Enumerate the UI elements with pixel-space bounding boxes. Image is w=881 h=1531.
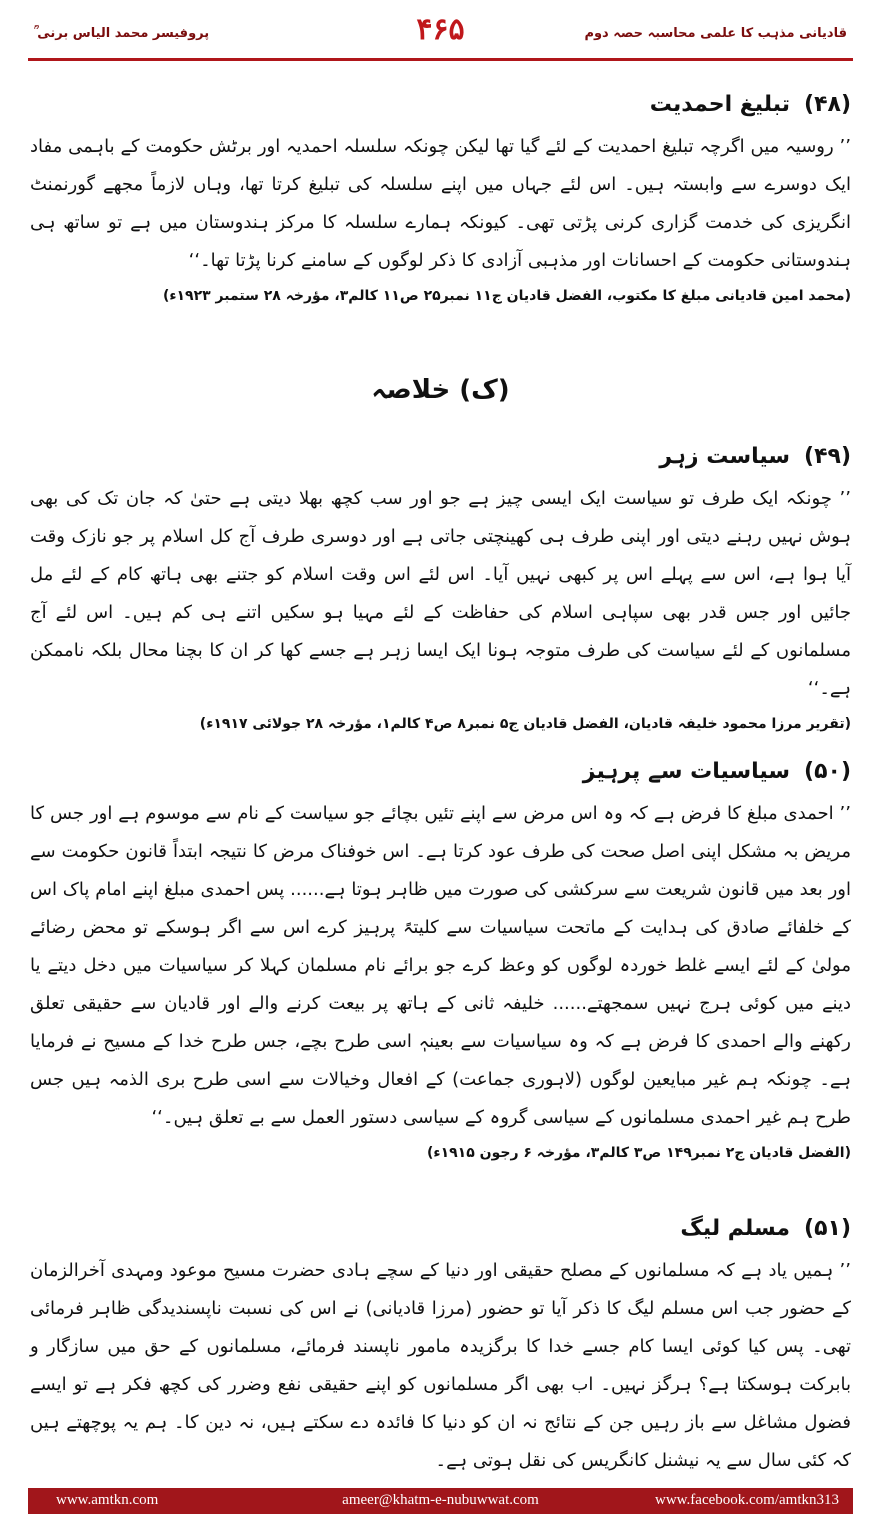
header-divider — [28, 58, 853, 61]
section-number: (۵۱) — [804, 1216, 851, 1241]
facebook-link[interactable]: www.facebook.com/amtkn313 — [655, 1492, 839, 1508]
page-footer — [28, 1488, 853, 1514]
section-body: ’’ ہمیں یاد ہے کہ مسلمانوں کے مصلح حقیقی اور دنیا کے سچے ہادی حضرت مسیح موعود ومہدی آخرالزمان کے حضور جب اس مسلم لیگ کا ذکر آیا تو حضور (مرزا قادیانی) نے اس کی نسبت ناپسندیدگی ظاہر فرمائی تھی۔ پس کیا کوئی ایسا کام جسے خدا کا برگزیدہ مامور ناپسند فرمائے، مسلمانوں کے حق میں سازگار و بابرکت ہوسکتا ہے؟ ہرگز نہیں۔ اب بھی اگر مسلمانوں کو اپنے حقیقی نفع وضرر کی کچھ فکر ہے تو ایسے فضول مشاغل سے باز رہیں جن کے نتائج نہ ان کو دنیا کا فائدہ دے سکتے ہیں، نہ دین کا۔ ہم یہ پوچھتے ہیں کہ کئی سال سے یہ نیشنل کانگریس کی نقل ہوتی ہے۔ — [30, 1260, 851, 1471]
section-body: ’’ چونکہ ایک طرف تو سیاست ایک ایسی چیز ہے جو اور سب کچھ بھلا دیتی ہے حتیٰ کہ جان تک کی بھی ہوش نہیں رہنے دیتی اور اپنی طرف ہی کھینچتی جاتی ہے اور دوسری طرف آج کل اسلام پر جو نازک وقت آیا ہوا ہے، اس سے پہلے اس پر کبھی نہیں آیا۔ اس لئے اس وقت اسلام کو جتنے بھی ہاتھ کام کے لئے مل جائیں اور جس قدر بھی سپاہی اسلام کی حفاظت کے لئے مہیا ہو سکیں اتنے ہی کم ہیں۔ اس لئے آج مسلمانوں کے لئے سیاست کی طرف متوجہ ہونا ایک ایسا زہر ہے جسے کھا کر ان کا بچنا محال بلکہ ناممکن ہے۔‘‘ — [30, 488, 851, 699]
section-body: ’’ روسیہ میں اگرچہ تبلیغ احمدیت کے لئے گیا تھا لیکن چونکہ سلسلہ احمدیہ اور برٹش حکومت کے باہمی مفاد ایک دوسرے سے وابستہ ہیں۔ اس لئے جہاں میں اپنے سلسلہ کی تبلیغ کرتا تھا، وہاں لازماً مجھے گورنمنٹ انگریزی کی خدمت گزاری کرنی پڑتی تھی۔ کیونکہ ہمارے سلسلہ کا مرکز ہندوستان میں ہے تو ساتھ ہی ہندوستانی حکومت کے احسانات اور مذہبی آزادی کا ذکر لوگوں کے سامنے کرنا پڑتا تھا۔‘‘ — [30, 136, 851, 271]
section-number: (۴۹) — [804, 444, 851, 469]
section-reference: (محمد امین قادیانی مبلغ کا مکتوب، الفضل قادیان ج۱۱ نمبر۲۵ ص۱۱ کالم۳، مؤرخہ ۲۸ ستمبر ۱۹۲۳ء) — [162, 288, 851, 304]
author-name: پروفیسر محمد الیاس برنی ؒ — [34, 26, 210, 41]
section-heading — [30, 440, 851, 474]
section-title: مسلم لیگ — [680, 1216, 791, 1241]
section-title: سیاسیات سے پرہیز — [582, 759, 791, 784]
section-reference: (الفضل قادیان ج۲ نمبر۱۴۹ ص۳ کالم۳، مؤرخہ ۶ رجون ۱۹۱۵ء) — [427, 1145, 851, 1161]
summary-heading: (ک) خلاصہ — [371, 375, 510, 405]
section-50 — [30, 755, 851, 1165]
section-48 — [30, 88, 851, 308]
page-header — [34, 14, 847, 54]
section-heading — [30, 88, 851, 122]
section-heading — [30, 755, 851, 789]
section-number: (۵۰) — [804, 759, 851, 784]
page-number: ۴۶۵ — [416, 12, 465, 47]
section-49 — [30, 440, 851, 736]
section-title: تبلیغ احمدیت — [649, 92, 791, 117]
section-51 — [30, 1212, 851, 1480]
website-link[interactable]: www.amtkn.com — [56, 1492, 159, 1508]
email-link[interactable]: ameer@khatm-e-nubuwwat.com — [342, 1492, 539, 1508]
section-number: (۴۸) — [804, 92, 851, 117]
book-title: قادیانی مذہب کا علمی محاسبہ حصہ دوم — [584, 26, 847, 41]
section-heading — [30, 1212, 851, 1246]
section-title: سیاست زہر — [659, 444, 791, 469]
section-reference: (تقریر مرزا محمود خلیفہ قادیان، الفضل قادیان ج۵ نمبر۸ ص۴ کالم۱، مؤرخہ ۲۸ جولائی ۱۹۱۷ء) — [199, 716, 851, 732]
section-body: ’’ احمدی مبلغ کا فرض ہے کہ وہ اس مرض سے اپنے تئیں بچائے جو سیاست کے نام سے موسوم ہے اور جس کا مریض بہ مشکل اپنی اصل صحت کی طرف عود کرتا ہے۔ اس خوفناک مرض کا نتیجہ ابتداً قانون حکومت سے اور بعد میں قانون شریعت سے سرکشی کی صورت میں ظاہر ہوتا ہے...... پس احمدی مبلغ اپنے امام پاک اس کے خلفائے صادق کی ہدایت کے ماتحت سیاسیات سے کلیتہً پرہیز کرے اس سے اگر ہوسکے تو محض رضائے مولیٰ کے لئے ایسے غلط خوردہ لوگوں کو وعظ کرے جو برائے نام مسلمان کہلا کر سیاسیات میں دخل دیتے یا دینے میں کوئی ہرج نہیں سمجھتے...... خلیفہ ثانی کے ہاتھ پر بیعت کرنے والے اور قادیان سے حقیقی تعلق رکھنے والے احمدی کا فرض ہے کہ وہ سیاسیات سے بعینہٖ اسی طرح بچے، جس طرح خدا کے مسیح نے فرمایا ہے۔ چونکہ ہم غیر مبایعین لوگوں (لاہوری جماعت) کے افعال وخیالات سے اسی طرح بری الذمہ ہیں جس طرح ہم غیر احمدی مسلمانوں کے سیاسی گروہ کے سیاسی دستور العمل سے بے تعلق ہیں۔‘‘ — [30, 803, 851, 1128]
